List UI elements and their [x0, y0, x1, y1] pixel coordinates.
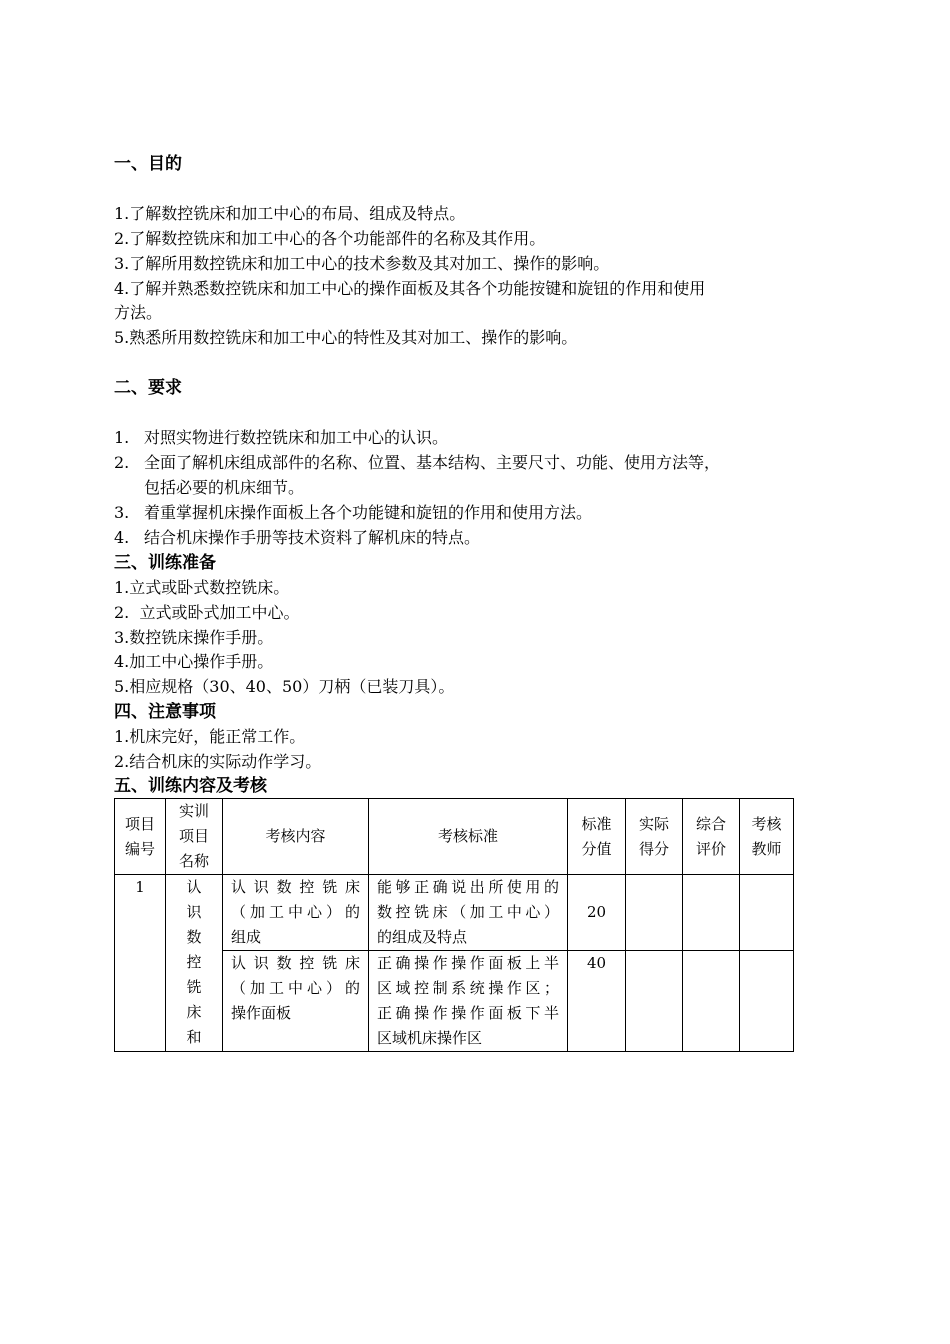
cell-actual-2[interactable]: [626, 951, 683, 1052]
header-text: 教师: [751, 839, 782, 858]
cell-teacher-1[interactable]: [740, 875, 794, 951]
cell-teacher-2[interactable]: [740, 951, 794, 1052]
item-name-char: 和: [186, 1028, 202, 1046]
preparation-item-4: 4.加工中心操作手册。: [114, 652, 274, 671]
cell-content-1: [223, 875, 369, 951]
header-content: 考核内容: [223, 799, 369, 875]
cell-standard-1: [369, 875, 568, 951]
section-preparation-title: 三、训练准备: [114, 553, 216, 573]
cell-overall-1[interactable]: [683, 875, 740, 951]
header-text: 编号: [124, 839, 155, 858]
standard-line: 正确操作操作面板下半: [377, 1004, 559, 1022]
requirement-num: 2.: [114, 453, 130, 472]
header-std-score: [568, 799, 626, 875]
purpose-item-5: 5.熟悉所用数控铣床和加工中心的特性及其对加工、操作的影响。: [114, 328, 578, 347]
section-requirements-title: 二、要求: [114, 378, 182, 398]
requirement-item-3: [114, 501, 592, 526]
cell-content-2: [223, 951, 369, 1052]
purpose-item-4-cont: 方法。: [114, 303, 163, 322]
requirement-item-1: [114, 426, 448, 451]
table-row: [115, 875, 794, 951]
preparation-item-5: 5.相应规格（30、40、50）刀柄（已装刀具）。: [114, 677, 455, 696]
notes-item-2: 2.结合机床的实际动作学习。: [114, 752, 322, 771]
item-name-char: 识: [186, 903, 202, 921]
header-overall: [683, 799, 740, 875]
content-line: （加工中心）的: [231, 903, 360, 921]
purpose-item-3: 3.了解所用数控铣床和加工中心的技术参数及其对加工、操作的影响。: [114, 254, 610, 273]
content-line: 认识数控铣床: [231, 954, 360, 972]
preparation-item-2: 2. 立式或卧式加工中心。: [114, 603, 300, 622]
item-name-char: 床: [186, 1003, 202, 1021]
item-name-char: 铣: [186, 978, 202, 996]
header-teacher: [740, 799, 794, 875]
requirement-item-2-cont: [114, 476, 304, 501]
requirement-text: 结合机床操作手册等技术资料了解机床的特点。: [144, 528, 481, 547]
header-standard: 考核标准: [369, 799, 568, 875]
item-name-char: 控: [186, 953, 202, 971]
purpose-item-1: 1.了解数控铣床和加工中心的布局、组成及特点。: [114, 204, 466, 223]
content-line: 组成: [231, 928, 262, 946]
cell-item-no: 1: [115, 875, 166, 1052]
content-line: 操作面板: [231, 1004, 292, 1022]
notes-item-1: 1.机床完好，能正常工作。: [114, 727, 306, 746]
table-header-row: [115, 799, 794, 875]
requirement-item-4: [114, 526, 480, 551]
section-content-title: 五、训练内容及考核: [114, 776, 267, 796]
header-text: 考核: [751, 814, 782, 833]
cell-score-2: 40: [568, 951, 626, 1052]
requirement-num: 3.: [114, 503, 130, 522]
item-name-char: 数: [186, 928, 202, 946]
cell-overall-2[interactable]: [683, 951, 740, 1052]
header-text: 标准: [581, 814, 612, 833]
requirement-text: 全面了解机床组成部件的名称、位置、基本结构、主要尺寸、功能、使用方法等，: [144, 453, 721, 472]
requirement-text: 对照实物进行数控铣床和加工中心的认识。: [144, 428, 449, 447]
standard-line: 能够正确说出所使用的: [377, 878, 559, 896]
header-text: 综合: [695, 814, 726, 833]
standard-line: 区域控制系统操作区；: [377, 979, 559, 997]
header-text: 评价: [695, 839, 726, 858]
content-line: （加工中心）的: [231, 979, 360, 997]
purpose-item-2: 2.了解数控铣床和加工中心的各个功能部件的名称及其作用。: [114, 229, 546, 248]
section-notes-title: 四、注意事项: [114, 702, 216, 722]
header-text: 名称: [178, 852, 209, 870]
cell-item-name: [166, 875, 223, 1052]
assessment-table: [114, 798, 794, 1052]
requirement-num: 1.: [114, 428, 130, 447]
header-text: 实际: [638, 814, 669, 833]
header-actual-score: [626, 799, 683, 875]
content-line: 认识数控铣床: [231, 878, 360, 896]
item-name-char: 认: [186, 878, 202, 896]
purpose-item-4: 4.了解并熟悉数控铣床和加工中心的操作面板及其各个功能按键和旋钮的作用和使用: [114, 279, 706, 298]
preparation-item-1: 1.立式或卧式数控铣床。: [114, 578, 290, 597]
requirement-item-2: [114, 451, 720, 476]
standard-line: 区域机床操作区: [377, 1029, 483, 1047]
header-text: 项目: [124, 814, 155, 833]
requirement-text: 包括必要的机床细节。: [144, 478, 305, 497]
standard-line: 正确操作操作面板上半: [377, 954, 559, 972]
header-item-name: [166, 799, 223, 875]
cell-actual-1[interactable]: [626, 875, 683, 951]
section-purpose-title: 一、目的: [114, 154, 182, 174]
cell-standard-2: [369, 951, 568, 1052]
header-text: 得分: [638, 839, 669, 858]
header-item-no: [115, 799, 166, 875]
header-text: 分值: [581, 839, 612, 858]
header-text: 项目: [178, 827, 209, 845]
requirement-text: 着重掌握机床操作面板上各个功能键和旋钮的作用和使用方法。: [144, 503, 593, 522]
preparation-item-3: 3.数控铣床操作手册。: [114, 628, 274, 647]
standard-line: 的组成及特点: [377, 928, 468, 946]
standard-line: 数控铣床（加工中心）: [377, 903, 559, 921]
cell-score-1: 20: [568, 875, 626, 951]
requirement-num: 4.: [114, 528, 130, 547]
header-text: 实训: [178, 802, 209, 820]
